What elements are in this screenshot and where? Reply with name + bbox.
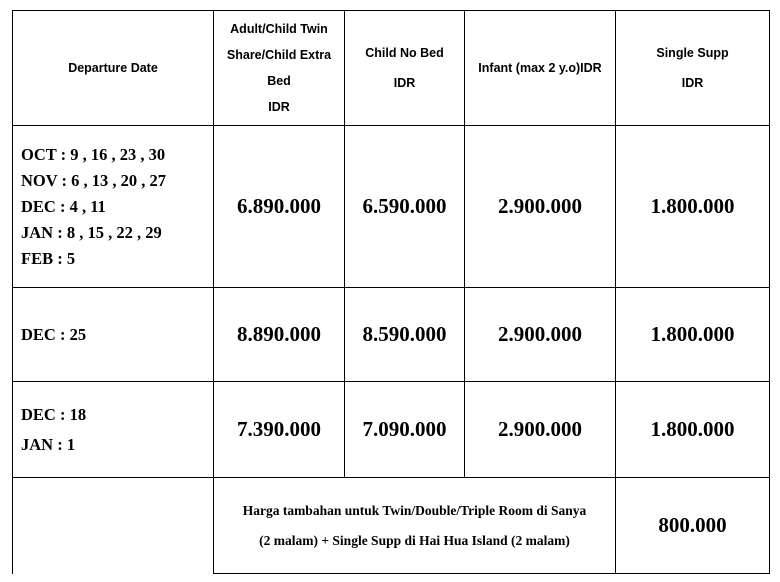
extra-note-cell: Harga tambahan untuk Twin/Double/Triple Room di Sanya (2 malam) + Single Supp di Hai Hua Island (2 malam)	[214, 478, 616, 574]
adult-price-cell: 8.890.000	[214, 288, 345, 382]
adult-price-cell: 6.890.000	[214, 126, 345, 288]
header-row	[13, 11, 770, 126]
child-no-bed-price-cell: 7.090.000	[345, 382, 465, 478]
adult-price-cell: 7.390.000	[214, 382, 345, 478]
departure-dates-cell: OCT : 9 , 16 , 23 , 30 NOV : 6 , 13 , 20 , 27 DEC : 4 , 11 JAN : 8 , 15 , 22 , 29 FEB : 5	[13, 126, 214, 288]
col-header-adult-child-twin: Adult/Child Twin Share/Child Extra Bed IDR	[214, 11, 345, 126]
col-header-departure-date: Departure Date	[13, 11, 214, 126]
empty-cell	[13, 478, 214, 574]
single-supp-price-cell: 1.800.000	[616, 288, 770, 382]
table-row	[13, 382, 770, 478]
departure-dates-cell: DEC : 18 JAN : 1	[13, 382, 214, 478]
single-supp-price-cell: 1.800.000	[616, 126, 770, 288]
col-header-child-no-bed: Child No Bed IDR	[345, 11, 465, 126]
infant-price-cell: 2.900.000	[465, 382, 616, 478]
price-table	[12, 10, 770, 574]
single-supp-price-cell: 1.800.000	[616, 382, 770, 478]
extra-row	[13, 478, 770, 574]
table-row	[13, 288, 770, 382]
infant-price-cell: 2.900.000	[465, 288, 616, 382]
departure-dates-cell: DEC : 25	[13, 288, 214, 382]
col-header-single-supp: Single Supp IDR	[616, 11, 770, 126]
child-no-bed-price-cell: 6.590.000	[345, 126, 465, 288]
extra-price-cell: 800.000	[616, 478, 770, 574]
table-row	[13, 126, 770, 288]
infant-price-cell: 2.900.000	[465, 126, 616, 288]
child-no-bed-price-cell: 8.590.000	[345, 288, 465, 382]
col-header-infant: Infant (max 2 y.o)IDR	[465, 11, 616, 126]
